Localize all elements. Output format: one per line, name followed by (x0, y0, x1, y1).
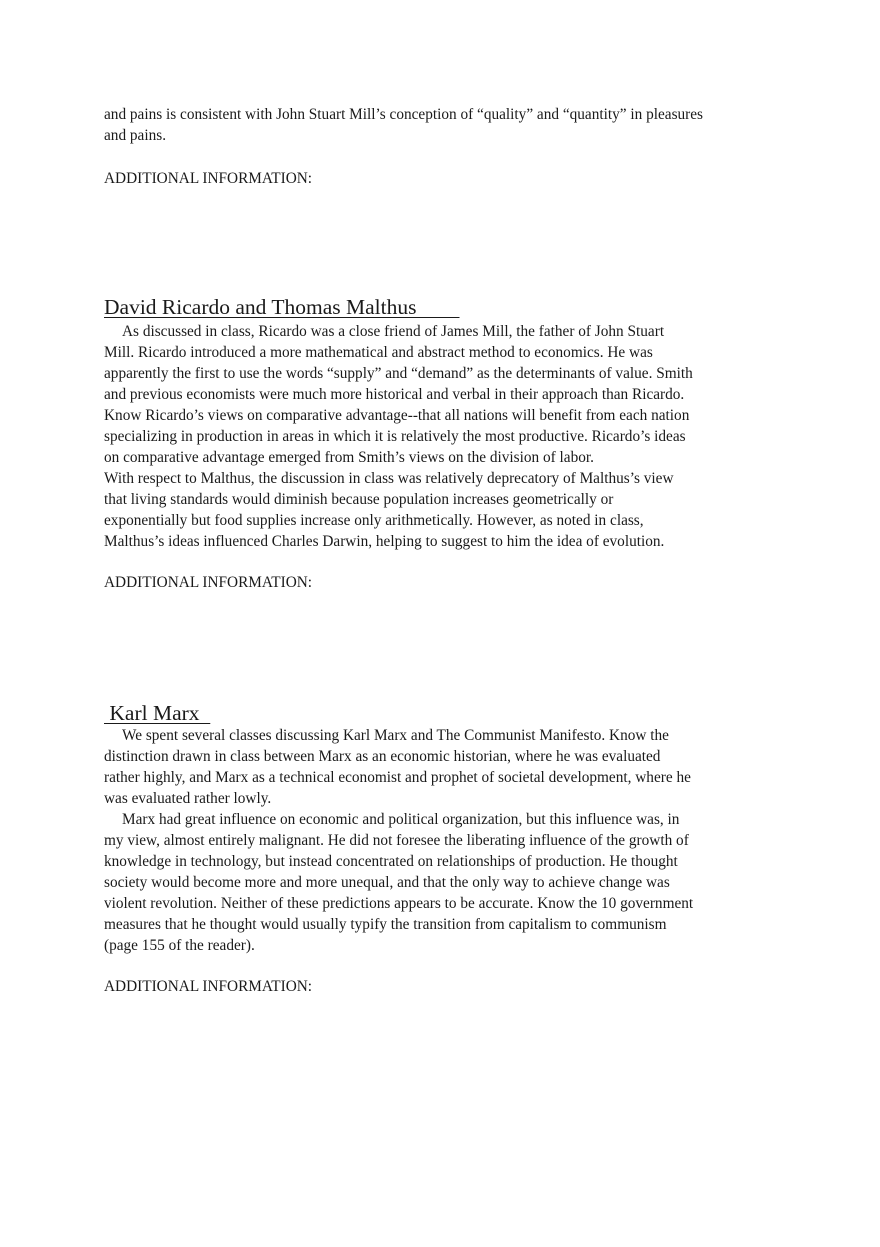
intro-paragraph (104, 104, 744, 146)
paragraph-line: was evaluated rather lowly. (104, 790, 272, 807)
paragraph-line: Malthus’s ideas influenced Charles Darwin, helping to suggest to him the idea of evolution. (104, 533, 665, 550)
paragraph-line: With respect to Malthus, the discussion in class was relatively deprecatory of Malthus’s view (104, 470, 674, 487)
paragraph-line: my view, almost entirely malignant. He did not foresee the liberating influence of the growth of (104, 832, 689, 849)
paragraph-line: Marx had great influence on economic and political organization, but this influence was, in (122, 811, 680, 828)
paragraph-line: society would become more and more unequal, and that the only way to achieve change was (104, 874, 670, 891)
additional-information-label: ADDITIONAL INFORMATION: (104, 574, 313, 591)
paragraph-line: We spent several classes discussing Karl Marx and The Communist Manifesto. Know the (122, 727, 669, 744)
section-heading-karl-marx: Karl Marx (104, 701, 211, 725)
paragraph-line: that living standards would diminish because population increases geometrically or (104, 491, 614, 508)
additional-information-label: ADDITIONAL INFORMATION: (104, 978, 313, 995)
karl-marx-paragraph (104, 725, 744, 956)
ricardo-malthus-paragraph (104, 321, 744, 552)
paragraph-line: rather highly, and Marx as a technical economist and prophet of societal development, where he (104, 769, 691, 786)
paragraph-line: violent revolution. Neither of these predictions appears to be accurate. Know the 10 government (104, 895, 694, 912)
additional-information-label: ADDITIONAL INFORMATION: (104, 170, 313, 187)
paragraph-line: distinction drawn in class between Marx as an economic historian, where he was evaluated (104, 748, 661, 765)
paragraph-line: measures that he thought would usually typify the transition from capitalism to communism (104, 916, 667, 933)
paragraph-line: and previous economists were much more historical and verbal in their approach than Ricardo. (104, 386, 685, 403)
paragraph-line: and pains is consistent with John Stuart Mill’s conception of “quality” and “quantity” in pleasures (104, 106, 704, 123)
paragraph-line: and pains. (104, 127, 167, 144)
paragraph-line: knowledge in technology, but instead concentrated on relationships of production. He thought (104, 853, 678, 870)
paragraph-line: Know Ricardo’s views on comparative advantage--that all nations will benefit from each nation (104, 407, 690, 424)
paragraph-line: Mill. Ricardo introduced a more mathematical and abstract method to economics. He was (104, 344, 653, 361)
paragraph-line: (page 155 of the reader). (104, 937, 255, 954)
paragraph-line: on comparative advantage emerged from Smith’s views on the division of labor. (104, 449, 594, 466)
paragraph-line: apparently the first to use the words “supply” and “demand” as the determinants of value. Smith (104, 365, 693, 382)
paragraph-line: exponentially but food supplies increase only arithmetically. However, as noted in class, (104, 512, 644, 529)
paragraph-line: As discussed in class, Ricardo was a close friend of James Mill, the father of John Stuart (122, 323, 665, 340)
section-heading-ricardo-malthus: David Ricardo and Thomas Malthus (104, 295, 460, 319)
paragraph-line: specializing in production in areas in which it is relatively the most productive. Ricardo’s ideas (104, 428, 686, 445)
